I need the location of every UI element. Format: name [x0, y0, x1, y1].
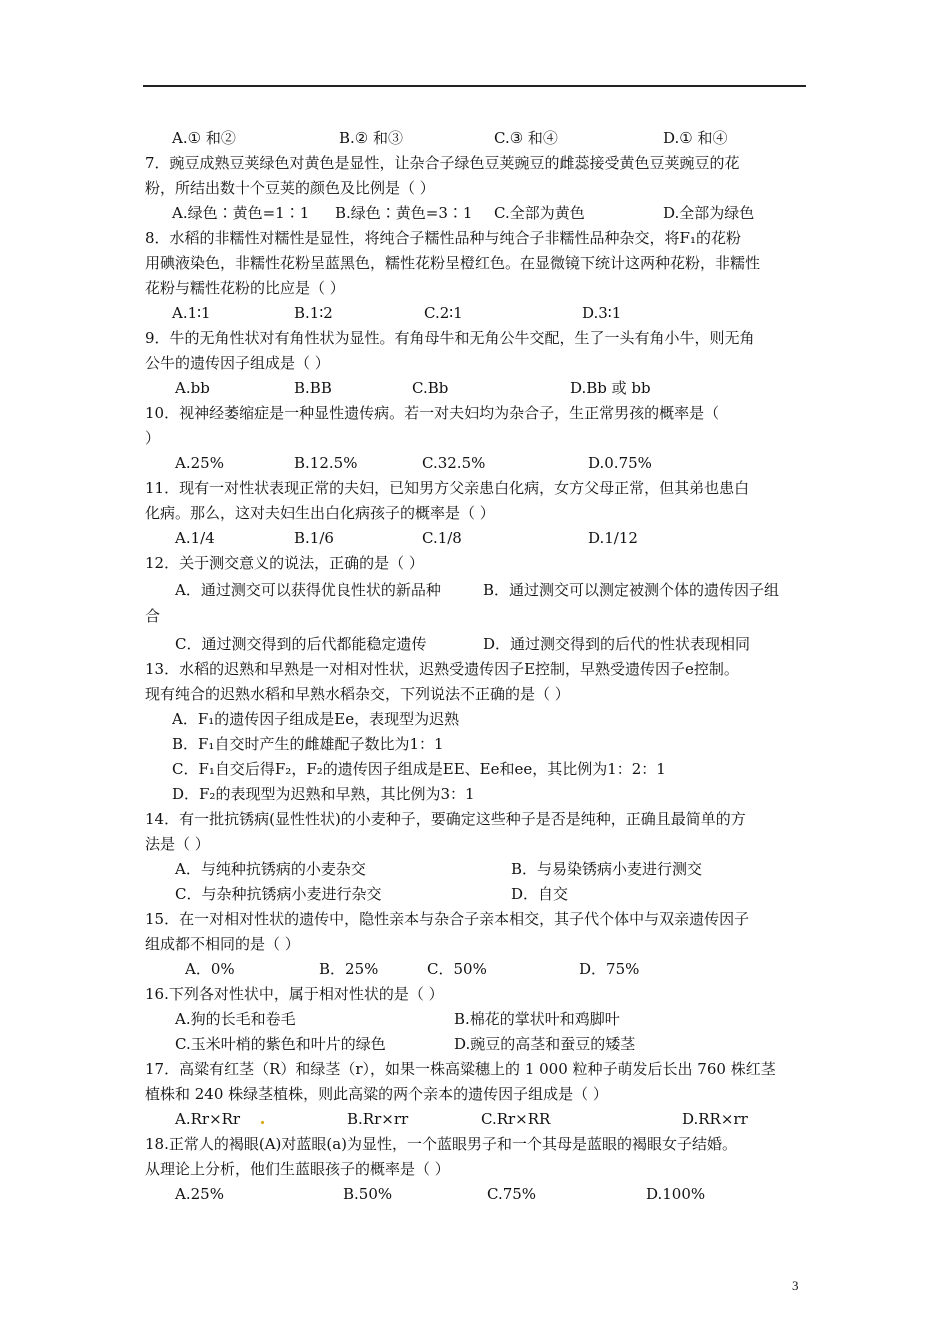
page-number: 3 [792, 1278, 799, 1293]
q12-option-b: B．通过测交可以测定被测个体的遗传因子组 [483, 581, 780, 599]
q9-option-b: B.BB [294, 379, 332, 397]
q13-option-a: A．F₁的遗传因子组成是Ee，表现型为迟熟 [172, 710, 460, 728]
q11-stem-line-1: 11．现有一对性状表现正常的夫妇，已知男方父亲患白化病，女方父母正常，但其弟也患白 [145, 479, 750, 497]
q18-stem-line-1: 18.正常人的褐眼(A)对蓝眼(a)为显性，一个蓝眼男子和一个其母是蓝眼的褐眼女子结婚。 [145, 1135, 738, 1153]
q11-option-a: A.1/4 [175, 529, 215, 547]
q18-option-a: A.25% [175, 1185, 224, 1203]
q8-stem-line-2: 用碘液染色，非糯性花粉呈蓝黑色，糯性花粉呈橙红色。在显微镜下统计这两种花粉，非糯性 [145, 254, 761, 272]
q14-stem-line-2: 法是（ ） [145, 835, 210, 853]
q10-option-d: D.0.75% [588, 454, 652, 472]
q11-option-b: B.1/6 [294, 529, 334, 547]
q17-stem-line-2: 植株和 240 株绿茎植株，则此高粱的两个亲本的遗传因子组成是（ ） [145, 1085, 608, 1103]
q6-option-a: A.① 和② [172, 129, 236, 147]
q13-stem-line-1: 13．水稻的迟熟和早熟是一对相对性状，迟熟受遗传因子E控制，早熟受遗传因子e控制。 [145, 660, 739, 678]
header-rule [143, 85, 806, 87]
q14-option-a: A．与纯种抗锈病的小麦杂交 [175, 860, 366, 878]
q16-option-d: D.豌豆的高茎和蚕豆的矮茎 [454, 1035, 636, 1053]
q18-option-b: B.50% [343, 1185, 393, 1203]
q7-option-b: B.绿色∶黄色=3∶1 [335, 204, 473, 222]
q8-stem-line-1: 8．水稻的非糯性对糯性是显性，将纯合子糯性品种与纯合子非糯性品种杂交，将F₁的花粉 [145, 229, 741, 247]
q17-option-c: C.Rr×RR [481, 1110, 551, 1128]
q7-option-a: A.绿色∶黄色=1∶1 [172, 204, 310, 222]
q16-option-c: C.玉米叶梢的紫色和叶片的绿色 [175, 1035, 386, 1053]
q16-stem: 16.下列各对性状中，属于相对性状的是（ ） [145, 985, 444, 1003]
q13-stem-line-2: 现有纯合的迟熟水稻和早熟水稻杂交，下列说法不正确的是（ ） [145, 685, 570, 703]
q16-option-b: B.棉花的掌状叶和鸡脚叶 [454, 1010, 620, 1028]
q6-option-b: B.② 和③ [339, 129, 404, 147]
q18-option-c: C.75% [487, 1185, 537, 1203]
q11-option-d: D.1/12 [588, 529, 638, 547]
q12-option-b-wrap: 合 [145, 607, 161, 625]
q9-option-a: A.bb [175, 379, 210, 397]
q8-stem-line-3: 花粉与糯性花粉的比应是（ ） [145, 279, 345, 297]
q12-option-a: A．通过测交可以获得优良性状的新品种 [175, 581, 441, 599]
q15-option-a: A．0% [185, 960, 235, 978]
q7-stem-line-2: 粉，所结出数十个豆荚的颜色及比例是（ ） [145, 179, 435, 197]
q10-option-b: B.12.5% [294, 454, 358, 472]
q7-option-c: C.全部为黄色 [494, 204, 585, 222]
q15-stem-line-1: 15．在一对相对性状的遗传中，隐性亲本与杂合子亲本相交，其子代个体中与双亲遗传因子 [145, 910, 750, 928]
q9-stem-line-2: 公牛的遗传因子组成是（ ） [145, 354, 330, 372]
q12-stem: 12．关于测交意义的说法，正确的是（ ） [145, 554, 424, 572]
q15-option-d: D．75% [579, 960, 640, 978]
q17-option-b: B.Rr×rr [347, 1110, 409, 1128]
q12-option-c: C．通过测交得到的后代都能稳定遗传 [175, 635, 427, 653]
q15-stem-line-2: 组成都不相同的是（ ） [145, 935, 300, 953]
q13-option-d: D．F₂的表现型为迟熟和早熟，其比例为3：1 [172, 785, 475, 803]
q6-option-c: C.③ 和④ [494, 129, 558, 147]
q14-stem-line-1: 14．有一批抗锈病(显性性状)的小麦种子，要确定这些种子是否是纯种，正确且最简单的方 [145, 810, 746, 828]
q15-option-c: C．50% [427, 960, 487, 978]
q8-option-d: D.3∶1 [582, 304, 622, 322]
q7-option-d: D.全部为绿色 [663, 204, 755, 222]
q11-stem-line-2: 化病。那么，这对夫妇生出白化病孩子的概率是（ ） [145, 504, 495, 522]
q18-stem-line-2: 从理论上分析，他们生蓝眼孩子的概率是（ ） [145, 1160, 450, 1178]
q18-option-d: D.100% [646, 1185, 706, 1203]
q10-option-c: C.32.5% [422, 454, 486, 472]
q14-option-c: C．与杂种抗锈病小麦进行杂交 [175, 885, 382, 903]
q9-option-c: C.Bb [412, 379, 449, 397]
q9-option-d: D.Bb 或 bb [570, 379, 651, 397]
q13-option-b: B．F₁自交时产生的雌雄配子数比为1：1 [172, 735, 444, 753]
q9-stem-line-1: 9．牛的无角性状对有角性状为显性。有角母牛和无角公牛交配，生了一头有角小牛，则无角 [145, 329, 755, 347]
q16-option-a: A.狗的长毛和卷毛 [175, 1010, 296, 1028]
q8-option-c: C.2∶1 [424, 304, 463, 322]
q10-option-a: A.25% [175, 454, 224, 472]
q14-option-d: D．自交 [511, 885, 569, 903]
q17-option-d: D.RR×rr [682, 1110, 748, 1128]
q7-stem-line-1: 7．豌豆成熟豆荚绿色对黄色是显性，让杂合子绿色豆荚豌豆的雌蕊接受黄色豆荚豌豆的花 [145, 154, 740, 172]
q6-option-d: D.① 和④ [663, 129, 728, 147]
q10-stem-line-2: ） [145, 429, 161, 447]
q15-option-b: B．25% [319, 960, 379, 978]
q17-option-a: A.Rr×Rr [175, 1110, 241, 1128]
q12-option-d: D．通过测交得到的后代的性状表现相同 [483, 635, 751, 653]
q10-stem-line-1: 10．视神经萎缩症是一种显性遗传病。若一对夫妇均为杂合子，生正常男孩的概率是（ [145, 404, 720, 422]
q17-stem-line-1: 17．高粱有红茎（R）和绿茎（r），如果一株高粱穗上的 1 000 粒种子萌发后长出 760 株红茎 [145, 1060, 776, 1078]
q14-option-b: B．与易染锈病小麦进行测交 [511, 860, 703, 878]
q8-option-b: B.1∶2 [294, 304, 333, 322]
q13-option-c: C．F₁自交后得F₂，F₂的遗传因子组成是EE、Ee和ee，其比例为1：2：1 [172, 760, 666, 778]
q8-option-a: A.1∶1 [172, 304, 211, 322]
stray-dot-mark [261, 1121, 264, 1124]
q11-option-c: C.1/8 [422, 529, 462, 547]
